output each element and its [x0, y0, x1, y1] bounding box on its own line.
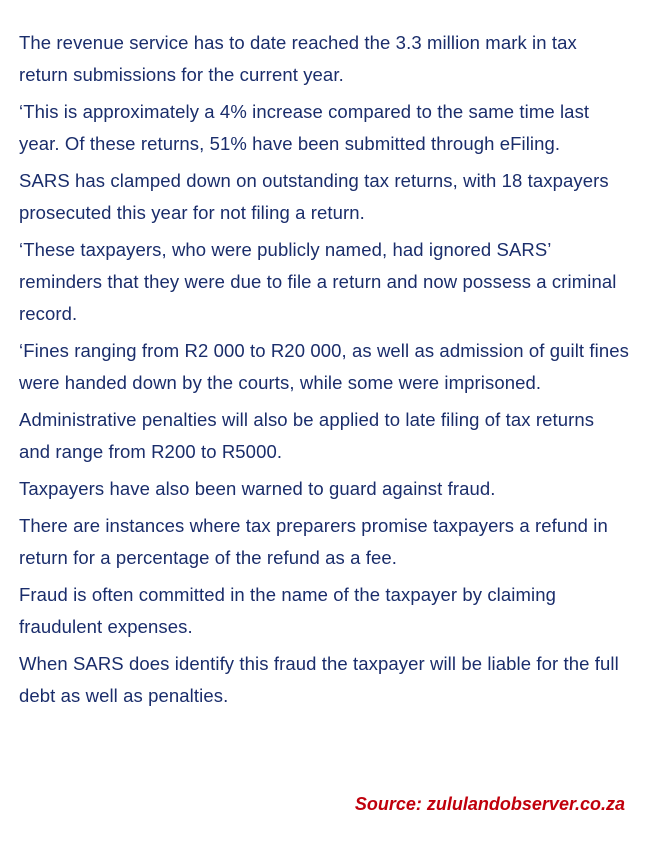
- paragraph-submissions: The revenue service has to date reached the 3.3 million mark in tax return submissions for the current year.: [19, 32, 577, 85]
- article-body: [19, 27, 629, 717]
- paragraph-tax-preparers: There are instances where tax preparers promise taxpayers a refund in return for a percentage of the refund as a fee.: [19, 515, 608, 568]
- paragraph-increase: ‘This is approximately a 4% increase compared to the same time last year. Of these returns, 51% have been submitted through eFiling.: [19, 101, 590, 154]
- paragraph-penalties: Administrative penalties will also be applied to late filing of tax returns and range from R200 to R5000.: [19, 409, 595, 462]
- paragraph-fraud-expenses: Fraud is often committed in the name of the taxpayer by claiming fraudulent expenses.: [19, 584, 556, 637]
- paragraph-fines: ‘Fines ranging from R2 000 to R20 000, as well as admission of guilt fines were handed down by the courts, while some were imprisoned.: [19, 340, 629, 393]
- paragraph-fraud-warning: Taxpayers have also been warned to guard against fraud.: [19, 478, 496, 499]
- source-credit: Source: zululandobserver.co.za: [354, 794, 625, 814]
- paragraph-liability: When SARS does identify this fraud the taxpayer will be liable for the full debt as well as penalties.: [19, 653, 619, 706]
- paragraph-named-taxpayers: ‘These taxpayers, who were publicly named, had ignored SARS’ reminders that they were due to file a return and now possess a criminal record.: [19, 239, 617, 324]
- paragraph-prosecutions: SARS has clamped down on outstanding tax returns, with 18 taxpayers prosecuted this year for not filing a return.: [19, 170, 609, 223]
